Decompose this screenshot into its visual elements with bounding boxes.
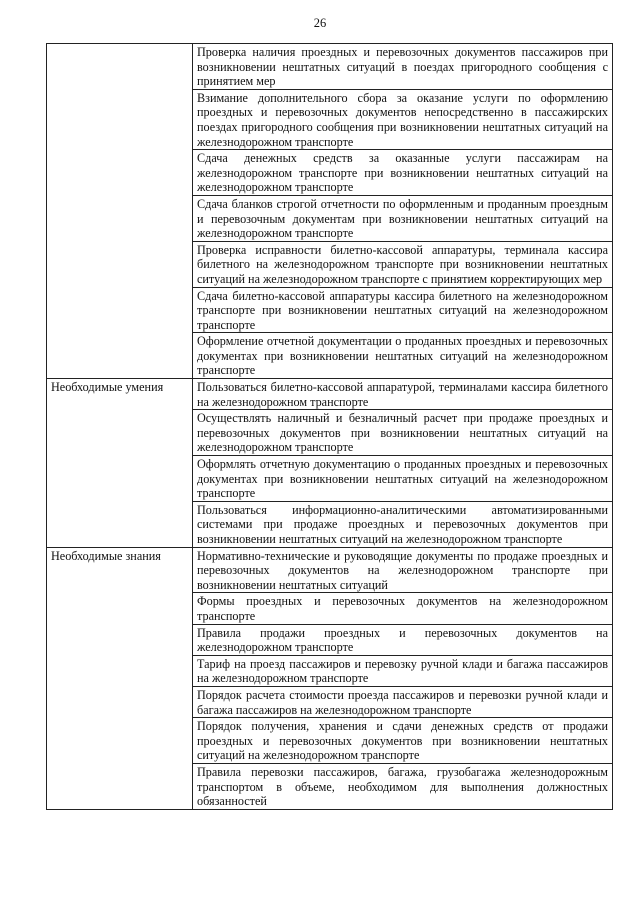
table-row: [47, 547, 613, 593]
table-body: [47, 44, 613, 810]
row-item: Пользоваться билетно-кассовой аппаратурой, терминалами кассира билетного на железнодорожном транспорте: [193, 379, 613, 410]
table-row: [47, 379, 613, 410]
row-item: Порядок получения, хранения и сдачи денежных средств от продажи проездных и перевозочных документов при возникновении нештатных ситуаций на железнодорожном транспорте: [193, 718, 613, 764]
row-item: Проверка наличия проездных и перевозочных документов пассажиров при возникновении нештатных ситуаций в поездах пригородного сообщения с принятием мер: [193, 44, 613, 90]
row-item: Формы проездных и перевозочных документов на железнодорожном транспорте: [193, 593, 613, 624]
row-item: Нормативно-технические и руководящие документы по продаже проездных и перевозочных документов на железнодорожном транспорте при возникновении нештатных ситуаций: [193, 547, 613, 593]
row-item: Пользоваться информационно-аналитическими автоматизированными системами при продаже проездных и перевозочных документов при возникновении нештатных ситуаций на железнодорожном транспорте: [193, 501, 613, 547]
page-number: 26: [313, 16, 327, 30]
row-item: Порядок расчета стоимости проезда пассажиров и перевозки ручной клади и багажа пассажиров на железнодорожном транспорте: [193, 686, 613, 717]
row-item: Оформление отчетной документации о проданных проездных и перевозочных документах при возникновении нештатных ситуаций на железнодорожном транспорте: [193, 333, 613, 379]
competency-table: [46, 43, 613, 810]
row-item: Правила продажи проездных и перевозочных документов на железнодорожном транспорте: [193, 624, 613, 655]
row-item: Осуществлять наличный и безналичный расчет при продаже проездных и перевозочных документов при возникновении нештатных ситуаций на железнодорожном транспорте: [193, 410, 613, 456]
row-item: Правила перевозки пассажиров, багажа, грузобагажа железнодорожным транспортом в объеме, необходимом для выполнения должностных обязанностей: [193, 763, 613, 809]
row-item: Сдача денежных средств за оказанные услуги пассажирам на железнодорожном транспорте при возникновении нештатных ситуаций на железнодорожном транспорте: [193, 150, 613, 196]
row-label: Необходимые умения: [47, 379, 193, 548]
row-item: Оформлять отчетную документацию о проданных проездных и перевозочных документах при возникновении нештатных ситуаций на железнодорожном транспорте: [193, 456, 613, 502]
row-item: Проверка исправности билетно-кассовой аппаратуры, терминала кассира билетного на железнодорожном транспорте при возникновении нештатных ситуаций на железнодорожном транспорте с принятием корректирующих мер: [193, 241, 613, 287]
table-row: [47, 44, 613, 90]
row-item: Сдача бланков строгой отчетности по оформленным и проданным проездным и перевозочным документам при возникновении нештатных ситуаций на железнодорожном транспорте: [193, 195, 613, 241]
row-label: Необходимые знания: [47, 547, 193, 809]
row-item: Взимание дополнительного сбора за оказание услуги по оформлению проездных и перевозочных документов непосредственно в пассажирских поездах пригородного сообщения при возникновении нештатных ситуаций на железнодорожном транспорте: [193, 89, 613, 149]
row-label: [47, 44, 193, 379]
row-item: Тариф на проезд пассажиров и перевозку ручной клади и багажа пассажиров на железнодорожном транспорте: [193, 655, 613, 686]
row-item: Сдача билетно-кассовой аппаратуры кассира билетного на железнодорожном транспорте при возникновении нештатных ситуаций на железнодорожном транспорте: [193, 287, 613, 333]
